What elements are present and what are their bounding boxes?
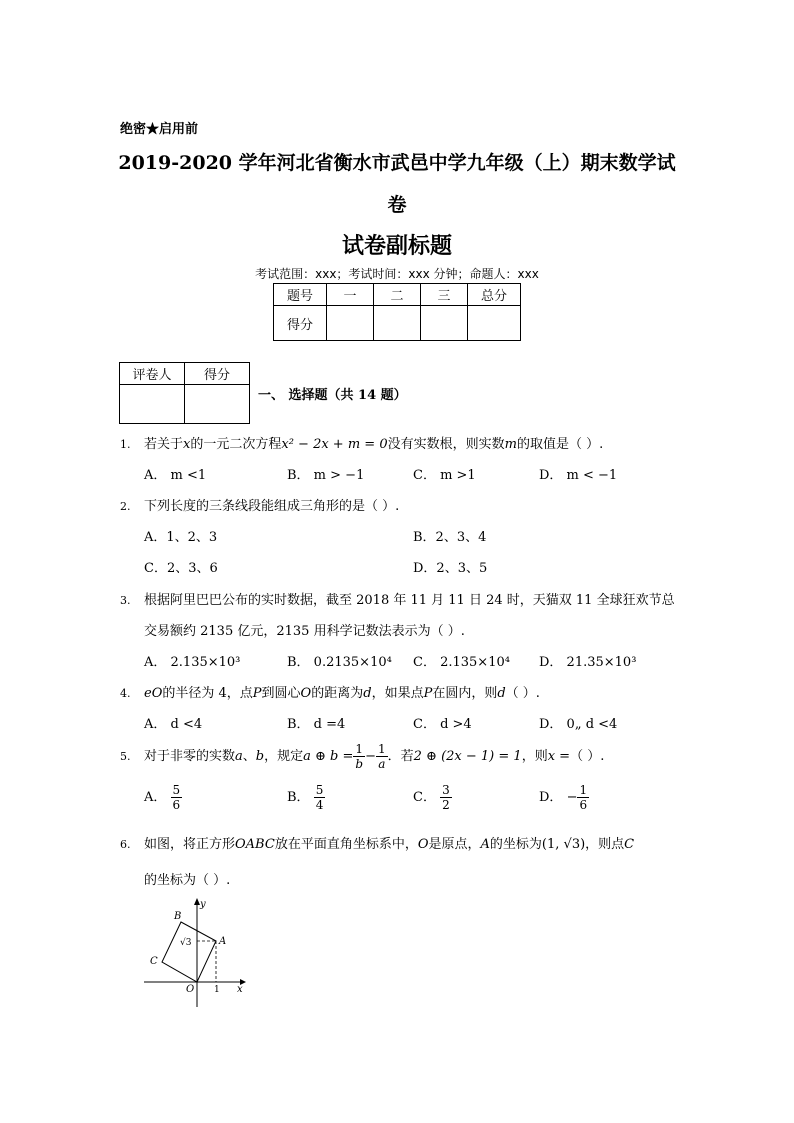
question-3-line2: 交易额约 2135 亿元，2135 用科学记数法表示为（ ）. — [144, 624, 465, 639]
label-1: 1 — [214, 985, 220, 995]
option-a[interactable]: A．1、2、3 — [144, 530, 218, 545]
label-c: C — [150, 956, 158, 967]
fraction: $\frac{1}{b}$ — [355, 742, 364, 771]
exam-title-line2: 卷 — [387, 194, 407, 216]
grader-table — [119, 362, 250, 424]
score-input-cell[interactable] — [374, 306, 421, 341]
score-header-cell: 二 — [374, 284, 421, 306]
score-table — [273, 283, 521, 341]
q-math: OABC — [235, 837, 275, 852]
q-math: x — [183, 437, 191, 452]
q-text: ，则 — [521, 749, 548, 764]
option-d[interactable]: D． 21.35×10³ — [539, 655, 637, 670]
q-text: 放在平面直角坐标系中， — [274, 837, 418, 852]
square-oabc — [162, 922, 216, 982]
q-text: 是原点， — [428, 837, 481, 852]
q-math: b — [255, 749, 265, 764]
option-a[interactable]: A． d <4 — [144, 717, 203, 732]
grader-input-cell[interactable] — [185, 385, 250, 424]
label-o: O — [186, 984, 195, 995]
score-header-cell: 一 — [327, 284, 374, 306]
q-text: 若关于 — [144, 437, 184, 452]
q-text: 到圆心 — [261, 686, 301, 701]
question-2 — [120, 495, 399, 514]
q-text: 、 — [242, 749, 256, 764]
q-math: a ⊕ b = — [303, 749, 354, 764]
option-b[interactable]: B．2、3、4 — [413, 530, 487, 545]
confidential-label: 绝密★启用前 — [120, 122, 199, 137]
question-number: 4. — [120, 687, 131, 700]
q-text: 对于非零的实数 — [144, 749, 236, 764]
question-3 — [120, 589, 675, 608]
option-c[interactable]: C． 2.135×10⁴ — [413, 655, 510, 670]
q-text: （ ）. — [570, 749, 605, 764]
q-text: ，规定 — [264, 749, 304, 764]
q-text: 根据阿里巴巴公布的实时数据，截至 2018 年 11 月 11 日 24 时，天猫双 11 全球狂欢节总 — [144, 593, 675, 608]
score-header-cell: 三 — [421, 284, 468, 306]
option-a[interactable]: A． 2.135×10³ — [144, 655, 241, 670]
q-math: P — [252, 686, 262, 701]
question-number: 6. — [120, 838, 131, 851]
option-c[interactable]: C．2、3、6 — [144, 561, 218, 576]
option-c[interactable]: C． $\frac{3}{2}$ — [413, 783, 450, 812]
q-math: P — [423, 686, 433, 701]
q-math: x = — [547, 749, 571, 764]
q-text: ．若 — [387, 749, 414, 764]
q-text: ，则点 — [585, 837, 625, 852]
label-b: B — [174, 911, 182, 922]
q-text: 在圆内，则 — [432, 686, 498, 701]
label-y: y — [200, 899, 206, 910]
q-math: m — [504, 437, 517, 452]
q-math: x² − 2x + m = 0 — [281, 437, 388, 452]
q-math: O — [300, 686, 312, 701]
exam-title-line1: 2019-2020 学年河北省衡水市武邑中学九年级（上）期末数学试 — [118, 152, 676, 174]
question-4 — [120, 682, 540, 701]
question-number: 2. — [120, 500, 131, 513]
q-text: 的距离为 — [311, 686, 364, 701]
score-row-label: 得分 — [274, 306, 327, 341]
q-math: − — [365, 749, 376, 764]
option-a[interactable]: A． m <1 — [144, 468, 207, 483]
score-header-cell: 总分 — [468, 284, 521, 306]
exam-subtitle: 试卷副标题 — [341, 234, 452, 259]
q-text: ，如果点 — [371, 686, 424, 701]
q-text: （ ）. — [505, 686, 540, 701]
option-c[interactable]: C． d >4 — [413, 717, 472, 732]
option-c[interactable]: C． m >1 — [413, 468, 476, 483]
q-math: d — [363, 686, 372, 701]
question-number: 1. — [120, 438, 131, 451]
score-input-cell[interactable] — [421, 306, 468, 341]
q-text: 的半径为 4，点 — [162, 686, 253, 701]
q-math: C — [624, 837, 635, 852]
label-a: A — [219, 936, 227, 947]
circle-symbol: e — [144, 686, 152, 701]
option-b[interactable]: B． $\frac{5}{4}$ — [287, 783, 324, 812]
square-coordinate-figure — [140, 893, 250, 1011]
question-6 — [120, 833, 634, 852]
exam-info: 考试范围：xxx；考试时间：xxx 分钟；命题人：xxx — [255, 267, 539, 281]
option-d[interactable]: D． − $\frac{1}{6}$ — [539, 783, 588, 812]
q-text: 没有实数根，则实数 — [387, 437, 505, 452]
grader-header-cell: 得分 — [185, 363, 250, 385]
question-number: 3. — [120, 594, 131, 607]
label-x: x — [237, 984, 243, 995]
q-math: a — [235, 749, 243, 764]
question-1 — [120, 433, 603, 452]
q-text: 的一元二次方程 — [190, 437, 282, 452]
option-b[interactable]: B． d =4 — [287, 717, 346, 732]
grader-input-cell[interactable] — [120, 385, 185, 424]
section-heading: 一、 选择题（共 14 题） — [258, 388, 407, 403]
option-d[interactable]: D． 0„ d <4 — [539, 717, 618, 732]
fraction: $\frac{1}{a}$ — [378, 742, 386, 771]
grader-header-cell: 评卷人 — [120, 363, 185, 385]
score-header-cell: 题号 — [274, 284, 327, 306]
option-a[interactable]: A． $\frac{5}{6}$ — [144, 783, 181, 812]
question-6-line2: 的坐标为（ ）. — [144, 873, 231, 888]
option-d[interactable]: D．2、3、5 — [413, 561, 488, 576]
option-b[interactable]: B． m > −1 — [287, 468, 365, 483]
q-math: O — [151, 686, 163, 701]
option-b[interactable]: B． 0.2135×10⁴ — [287, 655, 392, 670]
label-sqrt3: √3 — [180, 938, 192, 948]
q-math: (1, √3) — [541, 837, 586, 852]
question-number: 5. — [120, 750, 131, 763]
q-math: A — [480, 837, 490, 852]
option-d[interactable]: D． m < −1 — [539, 468, 618, 483]
q-text: 的坐标为 — [489, 837, 542, 852]
score-input-cell[interactable] — [468, 306, 521, 341]
q-text: 下列长度的三条线段能组成三角形的是（ ）. — [144, 499, 400, 514]
q-math: 2 ⊕ (2x − 1) = 1 — [413, 749, 522, 764]
q-math: O — [417, 837, 429, 852]
q-text: 如图，将正方形 — [144, 837, 236, 852]
score-input-cell[interactable] — [327, 306, 374, 341]
q-text: 的取值是（ ）. — [516, 437, 604, 452]
question-5 — [120, 742, 604, 772]
q-math: d — [497, 686, 506, 701]
